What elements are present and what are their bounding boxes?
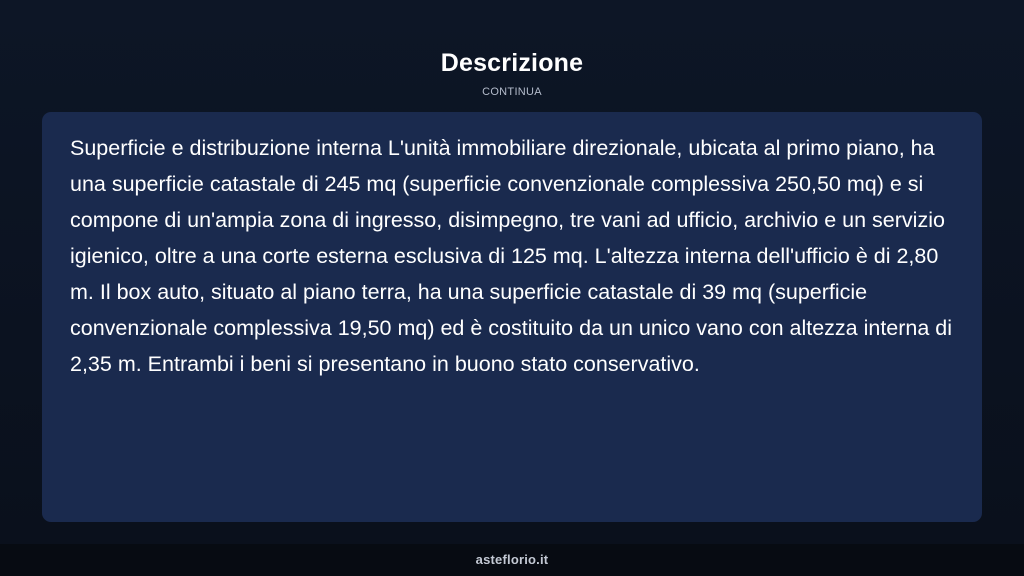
page-title: Descrizione <box>440 49 584 77</box>
continue-link[interactable]: CONTINUA <box>482 86 542 98</box>
footer-bar <box>0 544 1024 576</box>
description-text: Superficie e distribuzione interna L'unità immobiliare direzionale, ubicata al primo piano, ha una superficie catastale di 245 mq (superficie convenzionale complessiva 250,50 mq) e si compone di un'ampia zona di ingresso, disimpegno, tre vani ad ufficio, archivio e un servizio igienico, oltre a una corte esterna esclusiva di 125 mq. L'altezza interna dell'ufficio è di 2,80 m. Il box auto, situato al piano terra, ha una superficie catastale di 39 mq (superficie convenzionale complessiva 19,50 mq) ed è costituito da un unico vano con altezza interna di 2,35 m. Entrambi i beni si presentano in buono stato conservativo. <box>70 136 953 376</box>
description-card <box>42 112 982 522</box>
footer-site-name: asteflorio.it <box>475 552 549 567</box>
page-header <box>0 46 1024 100</box>
